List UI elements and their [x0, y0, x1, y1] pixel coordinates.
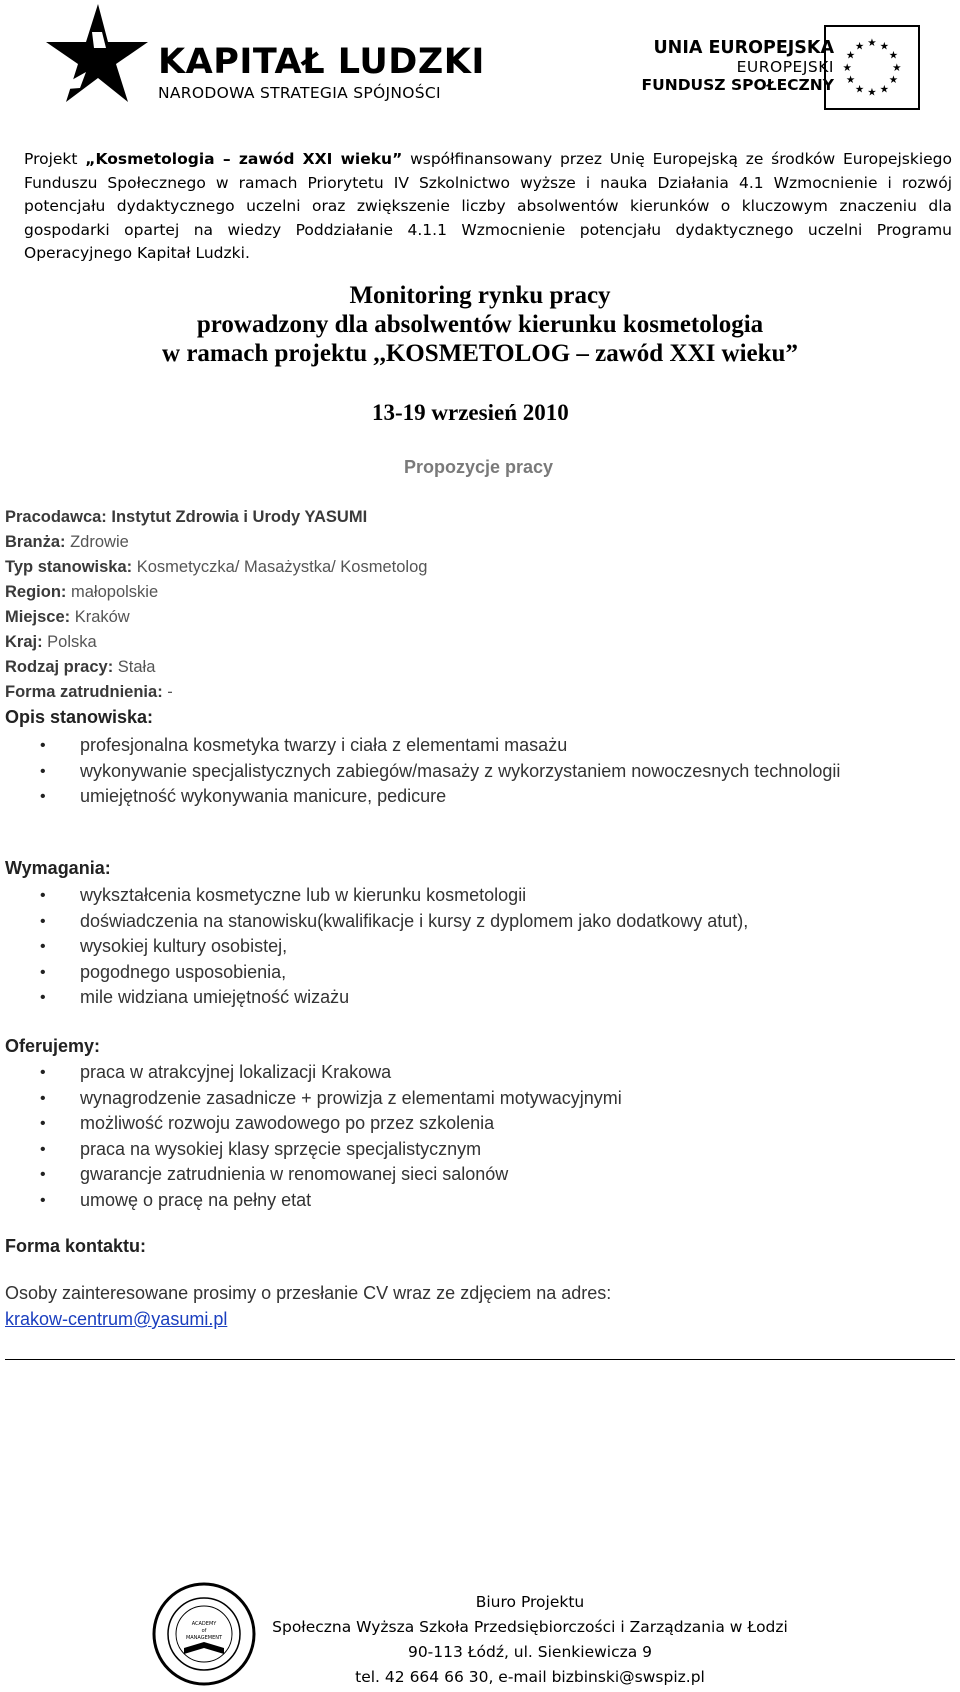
kapital-ludzki-title: KAPITAŁ LUDZKI [158, 42, 485, 82]
seal-inner-text-1: ACADEMY [191, 1621, 217, 1627]
contact-email-link[interactable]: krakow-centrum@yasumi.pl [5, 1309, 228, 1329]
list-item: • umowę o pracę na pełny etat [0, 1188, 900, 1214]
eu-star-icon: ★ [867, 37, 877, 50]
field-key: Rodzaj pracy: [5, 658, 114, 676]
field-value: Zdrowie [65, 533, 129, 551]
eu-star-icon: ★ [867, 86, 877, 99]
description-list [0, 733, 900, 810]
field-key: Branża: [5, 533, 66, 551]
field-value: Stała [113, 658, 156, 676]
eu-star-icon: ★ [845, 49, 856, 62]
list-item: • wynagrodzenie zasadnicze + prowizja z elementami motywacyjnymi [0, 1086, 900, 1112]
offer-heading: Oferujemy: [5, 1036, 101, 1056]
eu-star-icon: ★ [854, 40, 865, 53]
description-heading: Opis stanowiska: [5, 707, 154, 727]
contact-text: Osoby zainteresowane prosimy o przesłanie CV wraz ze zdjęciem na adres: [5, 1283, 612, 1303]
academy-seal-logo [152, 1582, 256, 1686]
footer-office: Biuro Projektu [475, 1593, 585, 1611]
employer: Pracodawca: Instytut Zdrowia i Urody YASUMI [5, 508, 368, 526]
contact-heading: Forma kontaktu: [5, 1236, 147, 1256]
field-employment-form [5, 683, 173, 702]
field-value: małopolskie [66, 583, 159, 601]
eu-star-icon: ★ [888, 74, 899, 87]
field-city [5, 608, 130, 627]
field-key: Typ stanowiska: [5, 558, 133, 576]
field-key: Miejsce: [5, 608, 71, 626]
kapital-ludzki-subtitle: NARODOWA STRATEGIA SPÓJNOŚCI [158, 84, 441, 102]
field-work-type [5, 658, 155, 677]
footer-street: 90-113 Łódź, ul. Sienkiewicza 9 [407, 1643, 653, 1661]
eu-line-european: EUROPEJSKI [736, 58, 834, 76]
eu-star-icon: ★ [842, 61, 852, 74]
field-country [5, 633, 97, 652]
list-item: • wysokiej kultury osobistej, [0, 934, 900, 960]
field-value: Kraków [70, 608, 130, 626]
field-key: Region: [5, 583, 67, 601]
date-range: 13-19 wrzesień 2010 [372, 400, 569, 425]
proposals-heading: Propozycje pracy [404, 457, 554, 477]
divider [5, 1359, 955, 1360]
field-key: Kraj: [5, 633, 43, 651]
requirements-heading: Wymagania: [5, 858, 111, 878]
field-industry [5, 533, 129, 552]
list-item: • doświadczenia na stanowisku(kwalifikacje i kursy z dyplomem jako dodatkowy atut), [0, 909, 900, 935]
eu-star-icon: ★ [888, 49, 899, 62]
field-value: Polska [42, 633, 97, 651]
list-item: • gwarancje zatrudnienia w renomowanej sieci salonów [0, 1162, 900, 1188]
field-position-type [5, 558, 427, 577]
eu-flag-icon [824, 25, 920, 110]
list-item: • praca na wysokiej klasy sprzęcie specjalistycznym [0, 1137, 900, 1163]
title-line-1: Monitoring rynku pracy [349, 282, 611, 309]
list-item: • praca w atrakcyjnej lokalizacji Krakowa [0, 1060, 900, 1086]
list-item: • wykształcenia kosmetyczne lub w kierunku kosmetologii [0, 883, 900, 909]
intro-body: współfinansowany przez Unię Europejską ze środków Europejskiego Funduszu Społecznego w ramach Priorytetu IV Szkolnictwo wyższe i nauka Działania 4.1 Wzmocnienie i rozwój potencjału dydaktycznego uczelni oraz zwiększenie liczby absolwentów kierunków o kluczowym znaczeniu dla gospodarki opartej na wiedzy Poddziałanie 4.1.1 Wzmocnienie potencjału dydaktycznego uczelni Programu Operacyjnego Kapitał Ludzki. [24, 150, 952, 262]
footer-school: Społeczna Wyższa Szkoła Przedsiębiorczości i Zarządzania w Łodzi [272, 1618, 788, 1636]
eu-star-icon: ★ [879, 40, 890, 53]
eu-star-icon: ★ [892, 61, 902, 74]
list-item: • pogodnego usposobienia, [0, 960, 900, 986]
eu-line-union: UNIA EUROPEJSKA [653, 38, 834, 58]
seal-inner-text-3: MANAGEMENT [185, 1635, 223, 1641]
list-item: • wykonywanie specjalistycznych zabiegów/masaży z wykorzystaniem nowoczesnych technologii [0, 759, 900, 785]
eu-star-icon: ★ [845, 74, 856, 87]
list-item: • umiejętność wykonywania manicure, pedicure [0, 784, 900, 810]
title-line-3: w ramach projektu ,,KOSMETOLOG – zawód XXI wieku” [162, 340, 798, 367]
kapital-ludzki-star-logo [36, 2, 156, 106]
eu-star-icon: ★ [879, 83, 890, 96]
project-intro [24, 148, 952, 266]
intro-project-name: „Kosmetologia – zawód XXI wieku” [85, 150, 403, 168]
footer-phone-email: tel. 42 664 66 30, e-mail bizbinski@swspiz.pl [355, 1668, 705, 1686]
field-key: Forma zatrudnienia: [5, 683, 163, 701]
requirements-list [0, 883, 900, 1011]
eu-logo-text [642, 38, 834, 94]
list-item: • profesjonalna kosmetyka twarzy i ciała z elementami masażu [0, 733, 900, 759]
offer-list [0, 1060, 900, 1213]
field-region [5, 583, 158, 602]
title-line-2: prowadzony dla absolwentów kierunku kosmetologia [196, 311, 764, 338]
footer-address [250, 1590, 810, 1690]
eu-line-social-fund: FUNDUSZ SPOŁECZNY [641, 76, 834, 94]
seal-inner-text-2: of [201, 1628, 207, 1634]
list-item: • możliwość rozwoju zawodowego po przez szkolenia [0, 1111, 900, 1137]
field-value: - [162, 683, 173, 701]
field-value: Kosmetyczka/ Masażystka/ Kosmetolog [132, 558, 428, 576]
list-item: • mile widziana umiejętność wizażu [0, 985, 900, 1011]
eu-star-icon: ★ [854, 83, 865, 96]
intro-prefix: Projekt [24, 150, 86, 168]
